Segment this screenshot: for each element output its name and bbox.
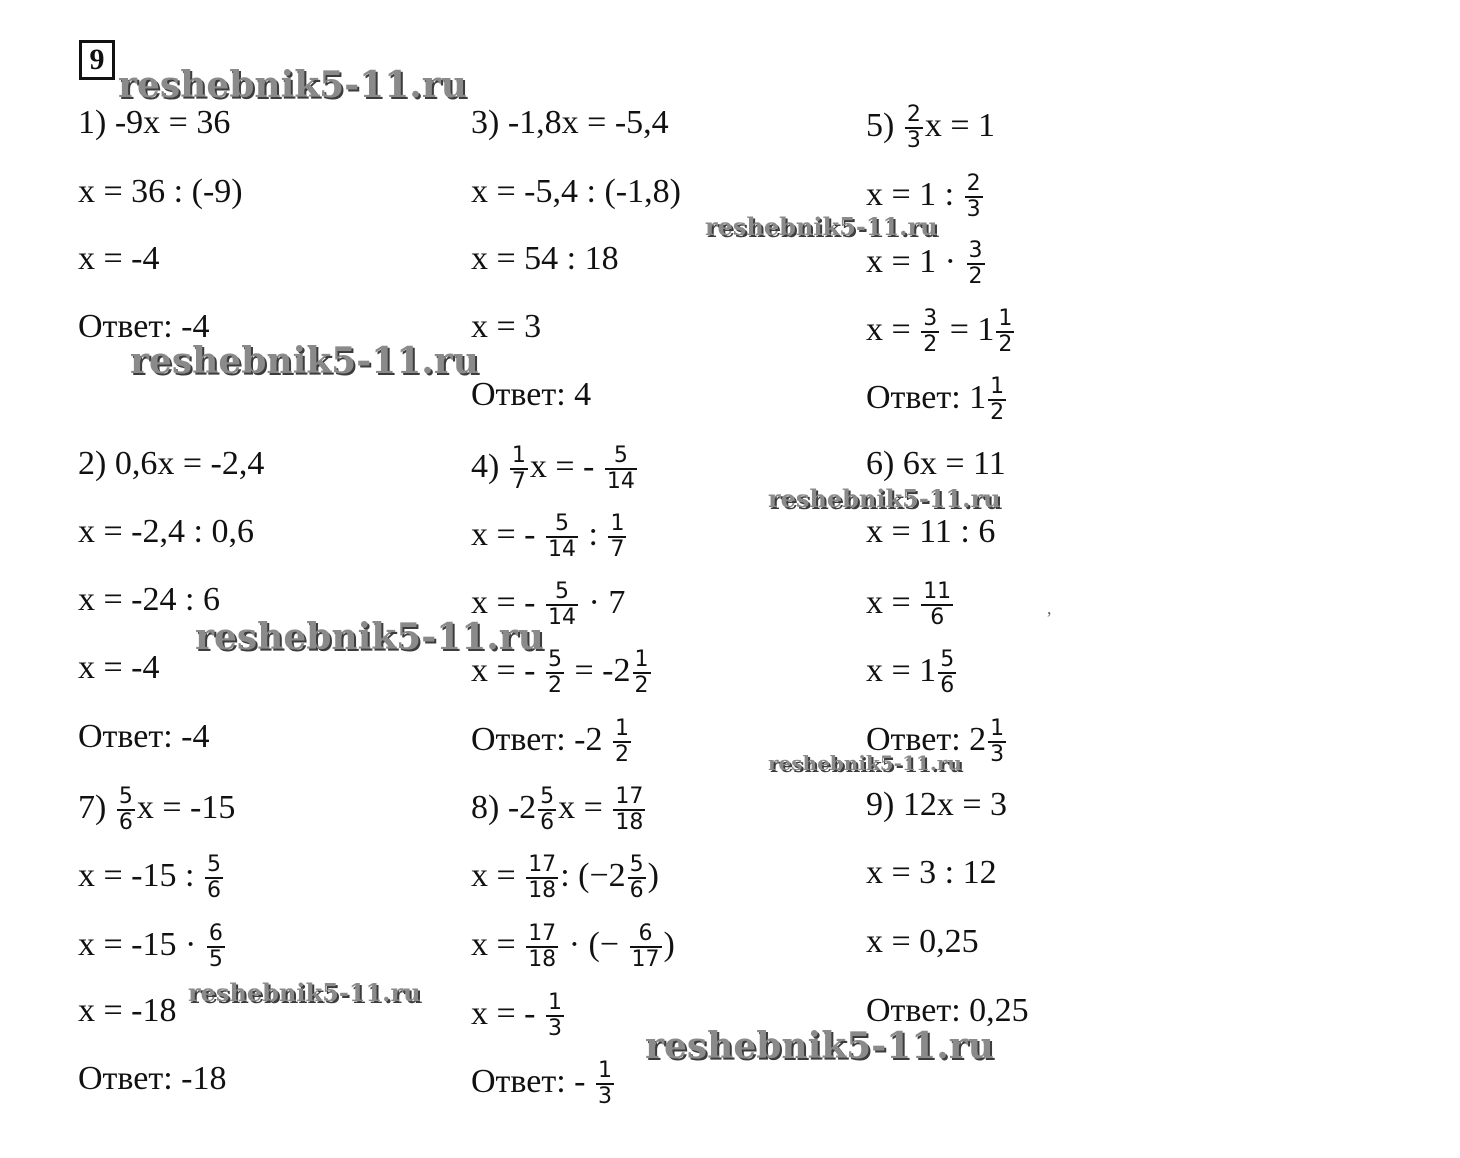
math-text: x = - <box>471 651 544 689</box>
fraction-numerator: 1 <box>610 511 625 536</box>
line <box>471 103 669 143</box>
fraction <box>207 922 225 972</box>
fraction-numerator: 1 <box>634 647 649 672</box>
fraction <box>613 785 645 835</box>
fraction <box>633 648 651 698</box>
fraction-numerator: 5 <box>546 512 578 538</box>
fraction-numerator: 6 <box>630 922 662 948</box>
fraction-numerator: 6 <box>208 921 223 946</box>
math-text: ) <box>663 925 675 963</box>
fraction <box>117 785 135 835</box>
fraction <box>921 307 939 357</box>
fraction-denominator: 7 <box>610 537 625 562</box>
fraction-numerator: 2 <box>906 102 921 127</box>
fraction <box>988 717 1006 767</box>
answer-line <box>471 717 633 767</box>
fraction <box>608 512 626 562</box>
line <box>78 580 220 620</box>
fraction-denominator: 18 <box>528 878 557 903</box>
fraction <box>965 172 983 222</box>
math-text: Ответ: -4 <box>78 718 210 755</box>
math-text: x = 1 <box>924 106 996 144</box>
fraction <box>538 785 556 835</box>
fraction <box>546 512 578 562</box>
answer-line <box>866 375 1008 425</box>
fraction-denominator: 2 <box>548 673 562 698</box>
answer-line <box>471 375 591 415</box>
line <box>78 922 227 972</box>
fraction-denominator: 6 <box>206 878 221 903</box>
math-text: x = -5,4 : (-1,8) <box>471 173 681 210</box>
fraction <box>526 853 558 903</box>
math-text: Ответ: 2 <box>866 720 987 758</box>
math-text: Ответ: -18 <box>78 1060 227 1097</box>
fraction-numerator: 5 <box>118 784 133 809</box>
math-text: : (−2 <box>560 856 626 894</box>
line <box>78 853 225 903</box>
math-text: x = -15 <box>136 788 236 826</box>
line <box>471 853 659 903</box>
watermark: reshebnik5-11.ru <box>118 64 467 106</box>
fraction-numerator: 3 <box>968 238 983 263</box>
fraction <box>205 853 223 903</box>
line <box>78 172 243 212</box>
line <box>78 444 264 484</box>
math-text: x = <box>866 583 920 621</box>
fraction-denominator: 3 <box>990 742 1005 767</box>
fraction-denominator: 18 <box>528 947 557 972</box>
fraction-denominator: 3 <box>597 1084 612 1109</box>
fraction <box>938 648 956 698</box>
math-text: x = 54 : 18 <box>471 240 619 277</box>
watermark: reshebnik5-11.ru <box>705 212 938 241</box>
fraction <box>628 853 646 903</box>
line <box>866 103 995 153</box>
math-text: ) <box>647 856 659 894</box>
fraction-numerator: 5 <box>540 784 555 809</box>
line <box>78 648 160 688</box>
fraction-denominator: 2 <box>614 742 629 767</box>
fraction-denominator: 2 <box>923 332 938 357</box>
line <box>471 239 619 279</box>
fraction-numerator: 11 <box>923 579 952 604</box>
fraction-denominator: 2 <box>968 264 983 289</box>
fraction <box>596 1059 614 1109</box>
fraction <box>613 717 631 767</box>
fraction-numerator: 17 <box>615 784 644 809</box>
fraction-numerator: 5 <box>940 647 955 672</box>
fraction-denominator: 14 <box>548 537 576 562</box>
math-text: 2) 0,6x = -2,4 <box>78 445 265 482</box>
math-text: = -2 <box>566 651 631 689</box>
watermark: reshebnik5-11.ru <box>188 978 421 1007</box>
line <box>471 785 647 835</box>
math-text: x = 3 : 12 <box>866 854 997 891</box>
fraction-denominator: 17 <box>631 947 660 972</box>
watermark: reshebnik5-11.ru <box>645 1025 994 1067</box>
math-text: x = <box>471 925 525 963</box>
line <box>78 103 230 143</box>
fraction-numerator: 1 <box>990 374 1005 399</box>
fraction <box>546 580 578 630</box>
math-text: x = 36 : (-9) <box>78 173 243 210</box>
fraction-numerator: 5 <box>605 444 637 470</box>
line <box>866 307 1016 357</box>
stray-mark: , <box>1047 598 1052 618</box>
line <box>78 512 254 552</box>
fraction-denominator: 3 <box>548 1016 562 1041</box>
fraction-denominator: 2 <box>998 332 1013 357</box>
math-text: x = 1 <box>866 651 937 689</box>
fraction-denominator: 18 <box>615 810 644 835</box>
fraction <box>988 375 1006 425</box>
fraction-denominator: 6 <box>540 810 555 835</box>
fraction-numerator: 1 <box>614 716 629 741</box>
math-text: · 7 <box>580 583 626 621</box>
math-text: x = -15 · <box>78 925 205 963</box>
line <box>866 444 1006 484</box>
line <box>471 172 681 212</box>
fraction-numerator: 1 <box>990 716 1005 741</box>
line <box>78 239 160 279</box>
math-text: x = <box>866 310 920 348</box>
fraction-numerator: 17 <box>528 921 557 946</box>
math-text: 9) 12x = 3 <box>866 786 1007 823</box>
math-text: 7) <box>78 788 115 826</box>
math-text: = 1 <box>941 310 995 348</box>
fraction-numerator: 17 <box>528 852 557 877</box>
line <box>78 991 177 1031</box>
line <box>471 922 675 972</box>
answer-line <box>471 1059 616 1109</box>
math-text: 8) -2 <box>471 788 537 826</box>
watermark: reshebnik5-11.ru <box>130 340 479 382</box>
math-text: x = -2,4 : 0,6 <box>78 513 254 550</box>
fraction-numerator: 1 <box>998 306 1013 331</box>
fraction-denominator: 5 <box>208 947 223 972</box>
fraction <box>967 239 985 289</box>
math-text: x = - <box>529 447 603 485</box>
fraction-numerator: 5 <box>548 647 562 672</box>
fraction-numerator: 5 <box>206 852 221 877</box>
fraction <box>605 444 637 494</box>
line <box>471 444 639 494</box>
math-text: Ответ: -4 <box>78 308 210 345</box>
answer-line <box>78 1059 226 1099</box>
math-text: x = 3 <box>471 308 542 345</box>
fraction-denominator: 6 <box>118 810 133 835</box>
math-text: x = 11 : 6 <box>866 513 996 550</box>
fraction-denominator: 14 <box>606 469 635 494</box>
fraction-numerator: 1 <box>548 990 562 1015</box>
math-text: 5) <box>866 106 903 144</box>
fraction-denominator: 6 <box>930 605 945 630</box>
fraction-numerator: 5 <box>629 852 644 877</box>
line <box>866 580 955 630</box>
math-text: x = -4 <box>78 240 160 277</box>
math-text: 1) -9x = 36 <box>78 104 231 141</box>
fraction-numerator: 2 <box>966 171 981 196</box>
math-text: x = - <box>471 515 544 553</box>
watermark: reshebnik5-11.ru <box>768 751 962 775</box>
math-text: x = 1 · <box>866 242 965 280</box>
math-text: 3) -1,8x = -5,4 <box>471 104 669 141</box>
math-text: x = -4 <box>78 649 160 686</box>
line <box>471 512 628 562</box>
fraction <box>510 444 528 494</box>
math-text: 6) 6x = 11 <box>866 445 1006 482</box>
line <box>471 991 566 1041</box>
watermark: reshebnik5-11.ru <box>195 616 544 658</box>
fraction-denominator: 6 <box>629 878 644 903</box>
fraction-numerator: 1 <box>597 1058 612 1083</box>
fraction-numerator: 1 <box>511 443 526 468</box>
fraction <box>526 922 558 972</box>
math-text: x = - <box>471 583 544 621</box>
answer-line <box>78 717 209 757</box>
line <box>866 512 995 552</box>
line <box>866 922 979 962</box>
fraction-denominator: 3 <box>906 128 921 153</box>
fraction-numerator: 5 <box>546 580 578 606</box>
math-text: x = -24 : 6 <box>78 581 220 618</box>
math-text: x = -18 <box>78 992 177 1029</box>
line <box>866 239 987 289</box>
line <box>866 853 997 893</box>
fraction <box>546 991 564 1041</box>
fraction-denominator: 3 <box>966 197 981 222</box>
math-text: x = <box>471 856 525 894</box>
math-text: Ответ: 1 <box>866 378 987 416</box>
fraction-denominator: 14 <box>548 605 576 630</box>
math-text: Ответ: 4 <box>471 376 592 413</box>
fraction-denominator: 7 <box>511 469 526 494</box>
math-text: x = 0,25 <box>866 923 979 960</box>
fraction-numerator: 3 <box>923 306 938 331</box>
math-text: x = 1 : <box>866 175 963 213</box>
line <box>866 648 958 698</box>
math-text: Ответ: - <box>471 1062 594 1100</box>
fraction-denominator: 6 <box>940 673 955 698</box>
fraction <box>905 103 923 153</box>
fraction <box>921 580 953 630</box>
math-text: : <box>580 515 607 553</box>
task-number-badge: 9 <box>79 40 115 80</box>
fraction-denominator: 2 <box>634 673 649 698</box>
math-text: 4) <box>471 447 508 485</box>
math-text: Ответ: -2 <box>471 720 611 758</box>
math-text: x = -15 : <box>78 856 203 894</box>
math-text: x = <box>558 788 612 826</box>
math-text: · (− <box>560 925 628 963</box>
watermark: reshebnik5-11.ru <box>768 484 1001 513</box>
math-text: x = - <box>471 994 544 1032</box>
fraction <box>630 922 662 972</box>
line <box>78 785 235 835</box>
line <box>866 785 1007 825</box>
math-text: Ответ: 0,25 <box>866 992 1029 1029</box>
line <box>471 307 541 347</box>
fraction <box>996 307 1014 357</box>
fraction-denominator: 2 <box>990 400 1005 425</box>
fraction <box>546 648 564 698</box>
